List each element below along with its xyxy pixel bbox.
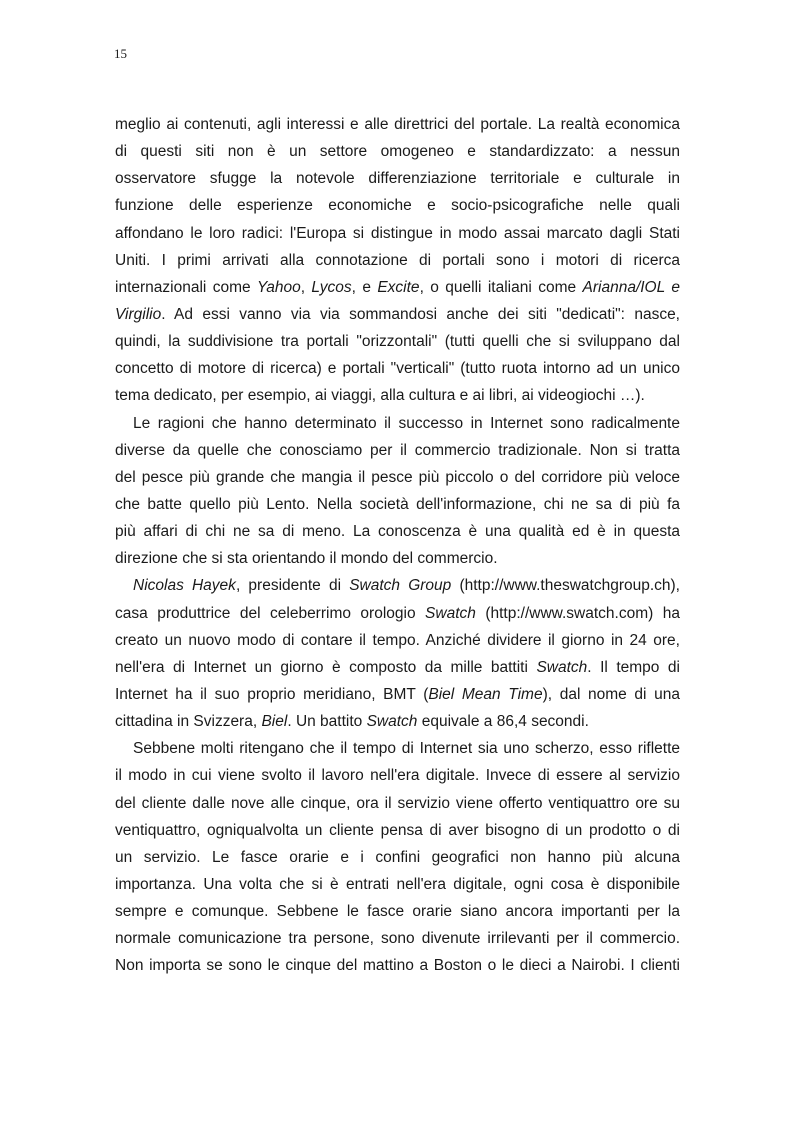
text-run: osservatore sfugge la notevole differenziazione territoriale e culturale in	[115, 170, 680, 188]
paragraph-p2	[115, 410, 680, 573]
page-number: 15	[114, 46, 127, 61]
text-run: il modo in cui viene svolto il lavoro nell'era digitale. Invece di essere al servizio	[115, 767, 680, 785]
text-line	[115, 301, 680, 328]
text-run: funzione delle esperienze economiche e socio-psicografiche nelle quali	[115, 197, 680, 215]
italic-term: Yahoo	[257, 278, 301, 296]
text-line	[115, 491, 680, 518]
text-line	[115, 410, 680, 437]
italic-term: Swatch	[366, 713, 418, 731]
text-run: del pesce più grande che mangia il pesce più piccolo o del corridore più veloce	[115, 468, 680, 486]
text-line	[115, 600, 680, 627]
text-line	[115, 355, 680, 382]
text-line	[115, 925, 680, 952]
italic-term: Swatch	[425, 604, 476, 622]
text-line	[115, 871, 680, 898]
text-run: tema dedicato, per esempio, ai viaggi, alla cultura e ai libri, ai videogiochi …).	[115, 387, 645, 405]
text-line	[115, 790, 680, 817]
text-line	[115, 898, 680, 925]
italic-term: Arianna/IOL e	[582, 278, 680, 296]
text-run: di questi siti non è un settore omogeneo e standardizzato: a nessun	[115, 143, 680, 161]
text-run: sempre e comunque. Sebbene le fasce orarie siano ancora importanti per la	[115, 903, 680, 921]
text-run: quindi, la suddivisione tra portali "orizzontali" (tutti quelli che si sviluppano dal	[115, 333, 680, 351]
text-line	[115, 762, 680, 789]
text-run: ), dal nome di una	[542, 685, 681, 703]
italic-term: Lycos	[311, 278, 352, 296]
text-run: (http://www.theswatchgroup.ch),	[451, 577, 680, 595]
text-line	[115, 572, 680, 599]
text-line	[115, 627, 680, 654]
text-line	[115, 654, 680, 681]
text-run: casa produttrice del celeberrimo orologio	[115, 604, 426, 622]
text-run: importanza. Una volta che si è entrati nell'era digitale, ogni cosa è disponibile	[115, 875, 680, 893]
text-run: internazionali come	[115, 278, 258, 296]
text-run: più affari di chi ne sa di meno. La conoscenza è una qualità ed è in questa	[115, 523, 680, 541]
text-line	[115, 382, 680, 409]
text-run: . Un battito	[287, 713, 367, 731]
text-line	[115, 247, 680, 274]
text-line	[115, 735, 680, 762]
text-run: direzione che si sta orientando il mondo del commercio.	[115, 550, 498, 568]
text-run: meglio ai contenuti, agli interessi e alle direttrici del portale. La realtà economica	[115, 116, 680, 133]
text-line	[115, 192, 680, 219]
text-line	[115, 437, 680, 464]
text-line	[115, 545, 680, 572]
text-run: normale comunicazione tra persone, sono divenute irrilevanti per il commercio.	[115, 930, 680, 948]
text-line	[115, 165, 680, 192]
italic-term: Virgilio	[115, 305, 162, 323]
body-text	[115, 111, 680, 980]
italic-term: Swatch Group	[349, 577, 452, 595]
italic-term: Excite	[377, 278, 420, 296]
text-run: un servizio. Le fasce orarie e i confini geografici non hanno più alcuna	[115, 848, 680, 866]
text-line	[115, 328, 680, 355]
text-line	[115, 464, 680, 491]
text-run: , presidente di	[235, 577, 350, 595]
text-run: (http://www.swatch.com) ha	[475, 604, 680, 622]
italic-term: Nicolas Hayek	[133, 577, 236, 595]
text-line	[115, 220, 680, 247]
paragraph-p3	[115, 572, 680, 735]
text-run: che batte quello più Lento. Nella società dell'informazione, chi ne sa di più fa	[115, 495, 680, 513]
text-line	[115, 111, 680, 138]
text-run: cittadina in Svizzera,	[115, 713, 262, 731]
text-run: Uniti. I primi arrivati alla connotazione di portali sono i motori di ricerca	[115, 251, 680, 269]
text-run: Internet ha il suo proprio meridiano, BMT (	[115, 685, 429, 703]
text-line	[115, 274, 680, 301]
text-run: del cliente dalle nove alle cinque, ora il servizio viene offerto ventiquattro ore su	[115, 794, 680, 812]
text-run: diverse da quelle che conosciamo per il commercio tradizionale. Non si tratta	[115, 441, 680, 459]
text-run: ventiquattro, ogniqualvolta un cliente pensa di aver bisogno di un prodotto o di	[115, 821, 680, 839]
paragraph-p4	[115, 735, 680, 979]
text-run: Le ragioni che hanno determinato il successo in Internet sono radicalmente	[133, 414, 680, 432]
text-line	[115, 817, 680, 844]
text-run: . Ad essi vanno via via sommandosi anche dei siti "dedicati": nasce,	[161, 305, 680, 323]
text-line	[115, 952, 680, 979]
text-run: . Il tempo di	[587, 658, 680, 676]
text-run: nell'era di Internet un giorno è composto da mille battiti	[115, 658, 537, 676]
text-run: Non importa se sono le cinque del mattino a Boston o le dieci a Nairobi. I clienti	[115, 957, 680, 975]
text-line	[115, 681, 680, 708]
text-run: affondano le loro radici: l'Europa si distingue in modo assai marcato dagli Stati	[115, 224, 680, 242]
italic-term: Swatch	[536, 658, 588, 676]
text-run: equivale a 86,4 secondi.	[417, 713, 589, 731]
text-line	[115, 138, 680, 165]
paragraph-p1	[115, 111, 680, 410]
text-line	[115, 708, 680, 735]
text-run: concetto di motore di ricerca) e portali "verticali" (tutto ruota intorno ad un unico	[115, 360, 680, 378]
text-run: Sebbene molti ritengano che il tempo di Internet sia uno scherzo, esso riflette	[133, 740, 680, 758]
text-run: creato un nuovo modo di contare il tempo. Anziché dividere il giorno in 24 ore,	[115, 631, 680, 649]
text-line	[115, 844, 680, 871]
text-line	[115, 518, 680, 545]
text-run: , o quelli italiani come	[419, 278, 583, 296]
text-run: ,	[300, 278, 312, 296]
text-run: , e	[351, 278, 378, 296]
italic-term: Biel Mean Time	[428, 685, 543, 703]
italic-term: Biel	[261, 713, 288, 731]
